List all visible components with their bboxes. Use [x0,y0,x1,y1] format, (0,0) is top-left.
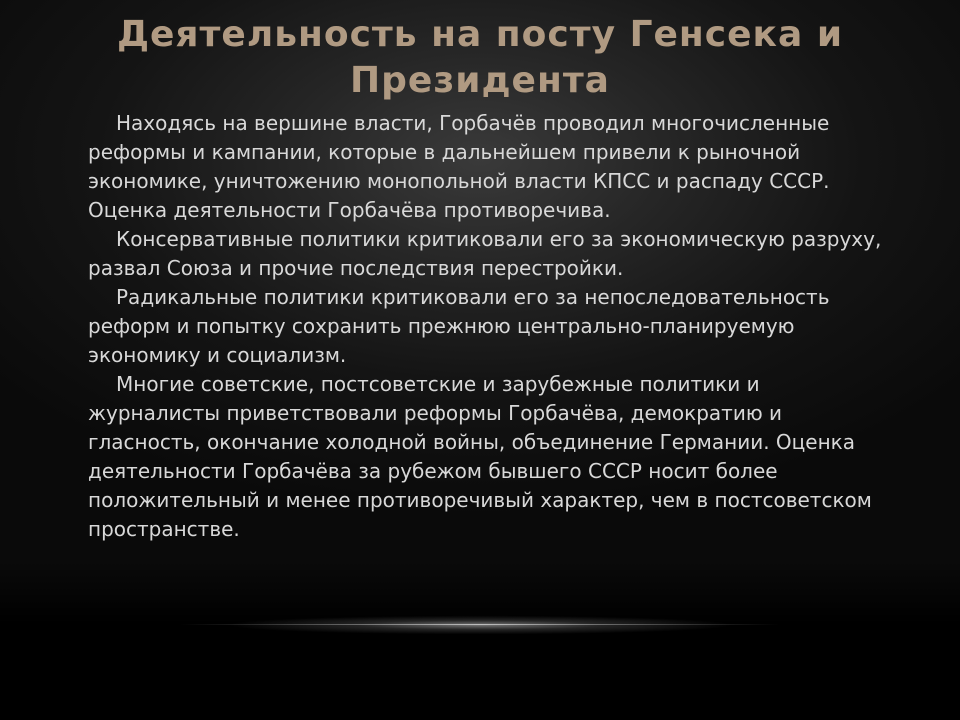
stage-floor-shadow [0,560,960,720]
stage-light-line [180,624,780,625]
paragraph: Многие советские, постсоветские и зарубежные политики и журналисты приветствовали реформы Горбачёва, демократию и гласность, окончание холодной войны, объединение Германии. Оценка деятельности Горбачёва за рубежом бывшего СССР носит более положительный и менее противоречивый характер, чем в постсоветском пространстве. [88,372,872,541]
stage-light-glow [130,612,830,638]
slide-title: Деятельность на посту Генсека и Президента [116,14,844,101]
paragraph: Находясь на вершине власти, Горбачёв проводил многочисленные реформы и кампании, которые в дальнейшем привели к рыночной экономике, уничтожению монопольной власти КПСС и распаду СССР. Оценка деятельности Горбачёва противоречива. [88,111,830,222]
paragraph: Консервативные политики критиковали его за экономическую разруху, развал Союза и прочие последствия перестройки. [88,227,882,280]
paragraph: Радикальные политики критиковали его за непоследовательность реформ и попытку сохранить прежнюю центрально-планируемую экономику и социализм. [88,285,830,367]
slide-body [88,109,888,544]
